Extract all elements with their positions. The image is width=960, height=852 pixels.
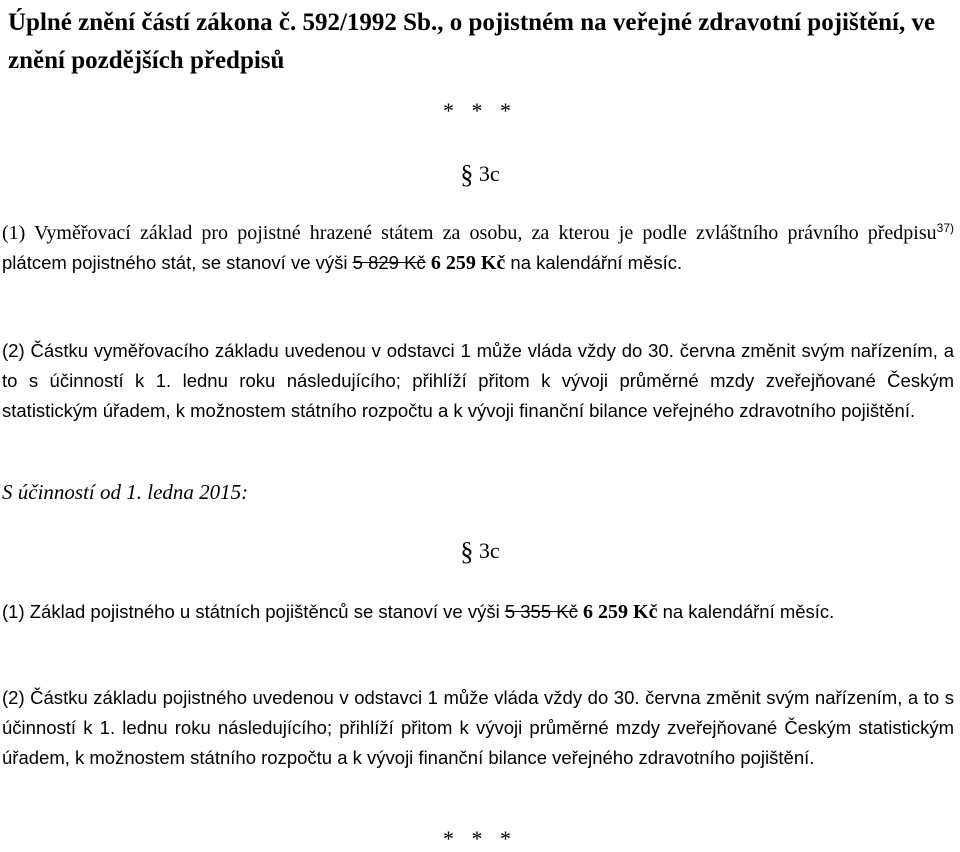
old-amount: 5 829 Kč (352, 252, 426, 273)
section2-paragraph-2: (2) Částku základu pojistného uvedenou v odstavci 1 může vláda vždy do 30. června změnit svým nařízením, a to s účinností k 1. lednu roku následujícího; přihlíží přitom k vývoji průměrné mzdy zveřejňované Českým statistickým úřadem, k možnostem státního rozpočtu a k vývoji finanční bilance veřejného zdravotního pojištění. (2, 687, 954, 768)
section2-p1-suffix: na kalendářní měsíc. (657, 601, 835, 622)
footnote-reference: 37) (936, 221, 954, 235)
section2-paragraph-1 (2, 597, 954, 627)
section1-p1-suffix: na kalendářní měsíc. (505, 252, 683, 273)
old-amount: 5 355 Kč (504, 601, 578, 622)
section1-paragraph-2: (2) Částku vyměřovacího základu uvedenou v odstavci 1 může vláda vždy do 30. června změnit svým nařízením, a to s účinností k 1. lednu roku následujícího; přihlíží přitom k vývoji průměrné mzdy zveřejňované Českým statistickým úřadem, k možnostem státního rozpočtu a k vývoji finanční bilance veřejného zdravotního pojištění. (2, 340, 954, 421)
section1-paragraph-1 (2, 218, 954, 278)
section-heading-2 (0, 537, 960, 567)
section-heading-1 (0, 160, 960, 190)
section-sign: § (460, 160, 474, 189)
section-number: 3c (478, 538, 500, 563)
separator-top: * * * (443, 98, 517, 123)
section2-p1-text: (1) Základ pojistného u státních pojištěnců se stanoví ve výši (2, 601, 505, 622)
separator-bottom: * * * (443, 826, 517, 851)
effective-date-note: S účinností od 1. ledna 2015: (2, 480, 249, 504)
section-number: 3c (478, 161, 500, 186)
section1-p1-middle: plátcem pojistného stát, se stanoví ve výši (2, 252, 353, 273)
new-amount: 6 259 Kč (583, 601, 658, 623)
section-sign: § (460, 537, 474, 566)
section1-p1-text: (1) Vyměřovací základ pro pojistné hrazené státem za osobu, za kterou je podle zvláštního právního předpisu (2, 222, 937, 244)
document-title: Úplné znění částí zákona č. 592/1992 Sb., o pojistném na veřejné zdravotní pojištění, ve znění pozdějších předpisů (8, 9, 936, 74)
new-amount: 6 259 Kč (430, 252, 506, 274)
